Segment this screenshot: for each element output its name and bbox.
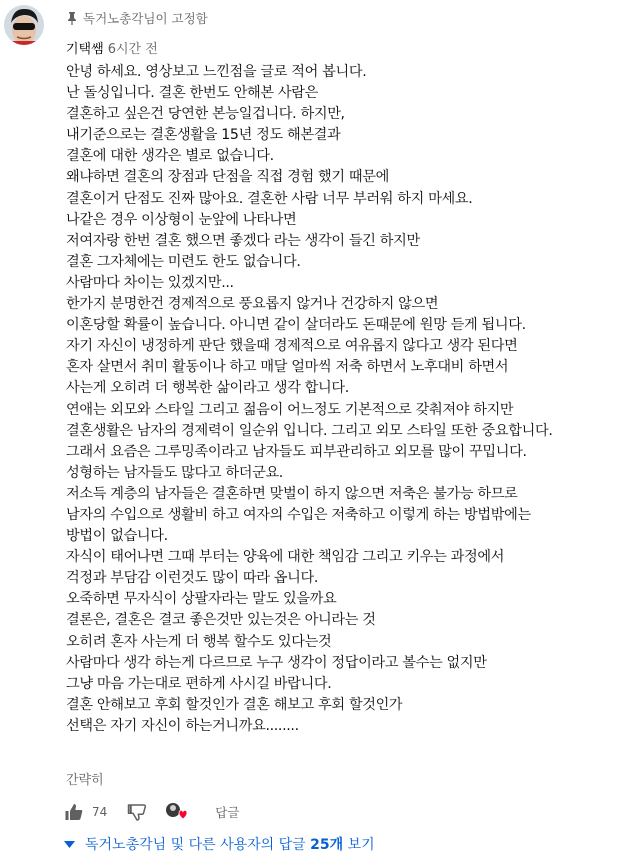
comment-header — [66, 38, 158, 57]
pinned-label — [66, 9, 208, 27]
creator-heart — [165, 802, 187, 822]
comment-line: 남자의 수입으로 생활비 하고 여자의 수입은 저축하고 이렇게 하는 방법밖에는 — [66, 506, 531, 523]
author-avatar[interactable] — [4, 5, 44, 45]
comment-actions — [64, 800, 239, 824]
comment-line: 내기준으로는 결혼생활을 15년 정도 해본결과 — [66, 127, 341, 144]
comment-line: 저소득 계층의 남자들은 결혼하면 맞벌이 하지 않으면 저축은 불가능 하므로 — [66, 485, 518, 502]
thumbs-up-icon[interactable] — [64, 802, 84, 822]
comment-line: 결혼 안해보고 후회 할것인가 결혼 해보고 후회 할것인가 — [66, 696, 403, 713]
comment-line: 그래서 요즘은 그루밍족이라고 남자들도 피부관리하고 외모를 많이 꾸밉니다. — [66, 443, 527, 460]
comment-line: 자기 자신이 냉정하게 판단 했을때 경제적으로 여유롭지 않다고 생각 된다면 — [66, 338, 518, 355]
comment-line: 방법이 없습니다. — [66, 528, 168, 545]
creator-heart-icon — [165, 802, 187, 822]
replies-prefix: 독거노총각님 및 다른 사용자의 답글 — [85, 837, 311, 853]
caret-down-icon — [64, 841, 75, 848]
view-replies-text — [85, 834, 375, 854]
comment-line: 사람마다 생각 하는게 다르므로 누구 생각이 정답이라고 볼수는 없지만 — [66, 654, 487, 671]
comment-line: 오죽하면 무자식이 상팔자라는 말도 있을까요 — [66, 591, 337, 608]
comment-line: 결혼이거 단점도 진짜 많아요. 결혼한 사람 너무 부러워 하지 마세요. — [66, 190, 473, 207]
like-count: 74 — [92, 805, 108, 819]
comment-line: 나같은 경우 이상형이 눈앞에 나타나면 — [66, 211, 297, 228]
pin-icon — [66, 11, 78, 25]
comment-line: 사는게 오히려 더 행복한 삶이라고 생각 합니다. — [66, 380, 349, 397]
comment-line: 저여자랑 한번 결혼 했으면 좋겠다 라는 생각이 들긴 하지만 — [66, 232, 420, 249]
comment-line: 선택은 자기 자신이 하는거니까요........ — [66, 717, 299, 734]
comment-line: 왜냐하면 결혼의 장점과 단점을 직접 경험 했기 때문에 — [66, 169, 389, 186]
thumbs-down-icon[interactable] — [127, 802, 147, 822]
comment-body — [66, 62, 636, 737]
comment-line: 걱정과 부담감 이런것도 많이 따라 옵니다. — [66, 570, 318, 587]
comment-line: 그냥 마음 가는대로 편하게 사시길 바랍니다. — [66, 675, 332, 692]
comment-line: 결혼 그자체에는 미련도 한도 없습니다. — [66, 253, 301, 270]
comment-line: 안녕 하세요. 영상보고 느낀점을 글로 적어 봅니다. — [66, 64, 367, 80]
comment-line: 연애는 외모와 스타일 그리고 젊음이 어느정도 기본적으로 갖춰져야 하지만 — [66, 401, 514, 418]
comment-line: 사람마다 차이는 있겠지만... — [66, 274, 234, 291]
avatar-image — [4, 5, 44, 45]
reply-button[interactable]: 답글 — [215, 805, 240, 820]
comment-line: 이혼당할 확률이 높습니다. 아니면 같이 살더라도 돈때문에 원망 듣게 됩니다. — [66, 317, 526, 334]
comment-line: 성형하는 남자들도 많다고 하더군요. — [66, 464, 283, 481]
comment-line: 혼자 살면서 취미 활동이나 하고 매달 얼마씩 저축 하면서 노후대비 하면서 — [66, 359, 509, 376]
comment-line: 결혼생활은 남자의 경제력이 일순위 입니다. 그리고 외모 스타일 또한 중요합니다. — [66, 422, 553, 439]
comment-line: 한가지 분명한건 경제적으로 풍요롭지 않거나 건강하지 않으면 — [66, 296, 439, 313]
author-name[interactable]: 기택쌤 — [66, 42, 104, 57]
comment-timestamp[interactable]: 6시간 전 — [107, 42, 158, 57]
read-less-button[interactable]: 간략히 — [66, 773, 104, 788]
replies-count: 25개 — [310, 837, 344, 853]
comment-line: 결론은, 결혼은 결코 좋은것만 있는것은 아니라는 것 — [66, 612, 376, 629]
comment-line: 오히려 혼자 사는게 더 행복 할수도 있다는것 — [66, 633, 332, 650]
comment-line: 결혼하고 싶은건 당연한 본능일겁니다. 하지만, — [66, 106, 345, 123]
comment-line: 자식이 태어나면 그때 부터는 양육에 대한 책임감 그리고 키우는 과정에서 — [66, 549, 505, 566]
view-replies-button[interactable] — [64, 834, 375, 854]
replies-suffix: 보기 — [343, 837, 375, 853]
comment-line: 결혼에 대한 생각은 별로 없습니다. — [66, 148, 274, 165]
pinned-text: 독거노총각님이 고정함 — [83, 11, 208, 26]
comment-line: 난 돌싱입니다. 결혼 한번도 안해본 사람은 — [66, 85, 318, 102]
